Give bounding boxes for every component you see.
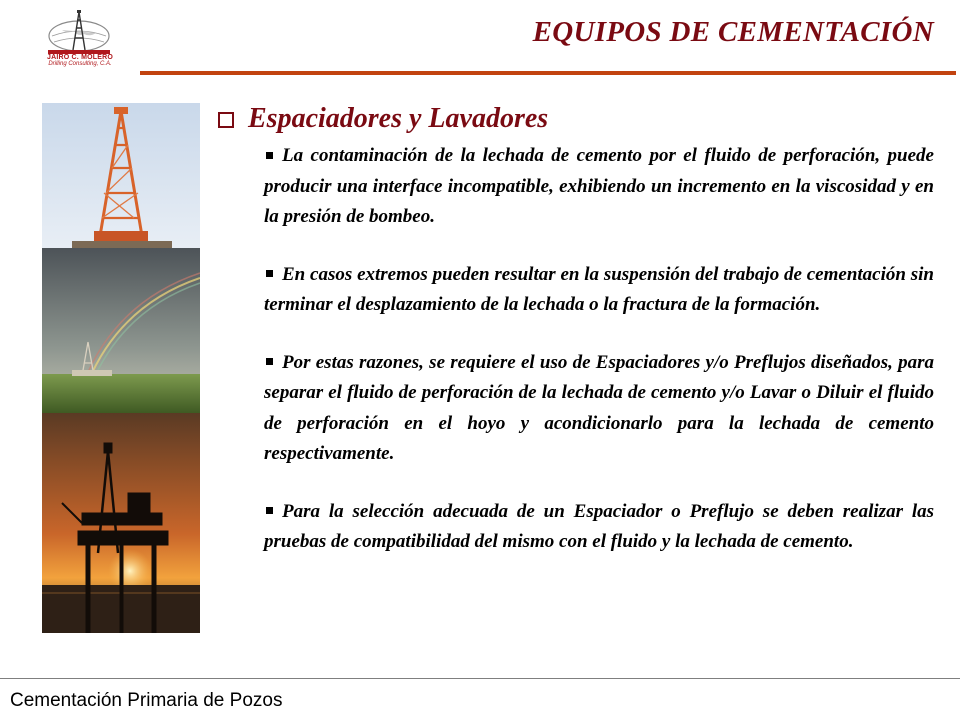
- rainbow-rig-photo: [42, 248, 200, 413]
- square-bullet-icon: [266, 152, 273, 159]
- bullet-text: La contaminación de la lechada de cemento por el fluido de perforación, puede producir una interface incompatible, exhibiendo un incremento en la viscosidad y en la presión de bombeo.: [264, 145, 934, 227]
- photo-column: [42, 103, 200, 633]
- company-logo: [34, 10, 124, 68]
- bullet-item: [264, 141, 934, 233]
- section-heading: [218, 103, 548, 135]
- footer-divider: [0, 678, 960, 679]
- drilling-rig-photo: [42, 103, 200, 248]
- slide-title: EQUIPOS DE CEMENTACIÓN: [532, 16, 934, 48]
- footer-text: Cementación Primaria de Pozos: [10, 690, 283, 711]
- bullet-item: [264, 260, 934, 321]
- square-bullet-icon: [266, 358, 273, 365]
- section-heading-text: Espaciadores y Lavadores: [248, 103, 549, 134]
- bullet-text: Para la selección adecuada de un Espaciador o Preflujo se deben realizar las pruebas de compatibilidad del mismo con el fluido y la lechada de cemento.: [264, 500, 934, 552]
- bullet-text: En casos extremos pueden resultar en la suspensión del trabajo de cementación sin terminar el desplazamiento de la lechada o la fractura de la formación.: [264, 263, 934, 315]
- bullet-item: [264, 348, 934, 470]
- checkbox-bullet-icon: [218, 112, 234, 128]
- logo-name: JAIRO C. MOLERO: [46, 54, 113, 61]
- logo-tagline: Drilling Consulting, C.A.: [48, 61, 112, 67]
- bullet-list: [264, 141, 934, 585]
- drilling-rig-globe-icon: [44, 10, 114, 54]
- square-bullet-icon: [266, 507, 273, 514]
- title-underline: [140, 71, 956, 75]
- square-bullet-icon: [266, 270, 273, 277]
- bullet-text: Por estas razones, se requiere el uso de Espaciadores y/o Preflujos diseñados, para separar el fluido de perforación de la lechada de cemento y/o Lavar o Diluir el fluido de perforación en el hoyo y acondicionarlo para la lechada de cemento respectivamente.: [264, 351, 934, 464]
- bullet-item: [264, 497, 934, 558]
- offshore-platform-sunset-photo: [42, 413, 200, 633]
